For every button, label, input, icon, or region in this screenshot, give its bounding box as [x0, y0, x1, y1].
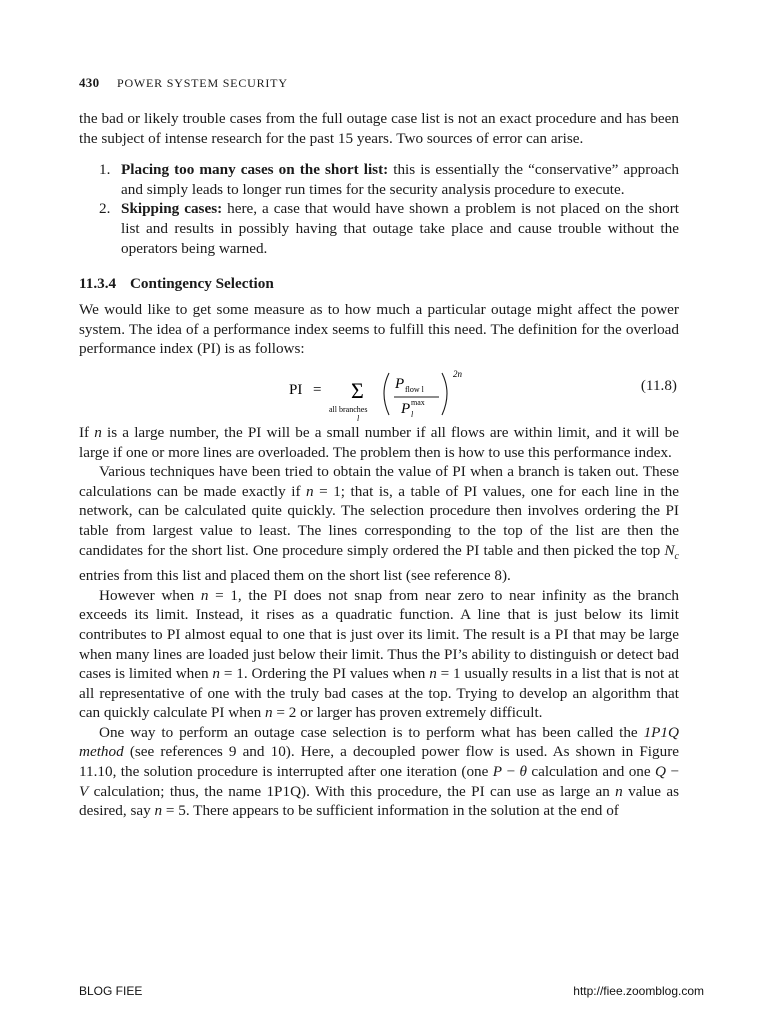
text-run: = 1, the PI does not snap from near zero to near infinity as the branch exceeds its limit. Instead, it rises as a quadratic function. A line that is just below its limit contributes to PI almost equal to one that is just over its limit. The result is a PI that may be large when many lines are loaded just below their limit. Thus the PI’s ability to distinguish or detect bad cases is limited when [79, 586, 680, 683]
sum-index: l [357, 413, 360, 423]
math-variable: θ [519, 763, 527, 781]
list-item-text: here, a case that would have shown a problem is not placed on the short list and results in possibly having that outage take place and cause trouble without the operators being warned. [121, 200, 679, 257]
text-run: = 2 or larger has proven extremely difficult. [272, 704, 543, 722]
text-run: = 1. Ordering the PI values when [220, 665, 430, 683]
list-item-number: 1. [99, 161, 111, 179]
math-variable: N [664, 541, 675, 559]
section-title: Contingency Selection [129, 275, 274, 293]
math-variable: n [212, 665, 221, 683]
numerator-subscript: flow l [405, 384, 424, 394]
paragraph [79, 586, 679, 723]
equation-lhs: PI [289, 381, 303, 398]
performance-index-equation [289, 367, 509, 423]
text-run: entries from this list and placed them on the short list (see reference 8). [79, 567, 511, 585]
page-number: 430 [79, 75, 100, 90]
math-variable: n [94, 423, 102, 441]
section-number: 11.3.4 [79, 275, 117, 293]
text-run: One way to perform an outage case selection is to perform what has been called the [99, 723, 644, 741]
equation-label: (11.8) [640, 376, 677, 394]
running-header [79, 74, 679, 92]
footer-left-text: BLOG FIEE [79, 984, 143, 998]
sum-under-label: all branches [329, 404, 368, 414]
section-heading [79, 274, 679, 294]
math-subscript: c [674, 550, 679, 562]
intro-paragraph: the bad or likely trouble cases from the full outage case list is not an exact procedure and has been the subject of intense research for the past 15 years. Two sources of error can arise. [79, 110, 679, 147]
text-run: However when [99, 586, 201, 604]
text-run: = 5. There appears to be sufficient information in the solution at the end of [162, 802, 619, 820]
math-variable: n [200, 586, 209, 604]
math-variable: n [615, 782, 623, 800]
equation-block [79, 365, 679, 423]
exponent: 2n [453, 368, 462, 379]
page-content [79, 74, 679, 821]
list-item-number: 2. [99, 200, 111, 218]
paragraph [79, 723, 679, 821]
sum-symbol: Σ [351, 377, 364, 403]
section-intro-paragraph: We would like to get some measure as to how much a particular outage might affect the power system. The idea of a performance index seems to fulfill this need. The definition for the overload performance index (PI) is as follows: [79, 301, 679, 358]
text-run: − [502, 763, 520, 781]
paragraph [79, 462, 679, 586]
error-sources-list [79, 160, 679, 258]
right-paren [442, 373, 447, 415]
text-run: If [79, 423, 95, 441]
left-paren [384, 373, 389, 415]
math-variable: V [79, 782, 89, 800]
text-run: Various techniques have been tried to obtain the value of PI when a branch is taken out. These calculations can be made exactly if [79, 463, 679, 500]
text-run: is a large number, the PI will be a small number if all flows are within limit, and it will be large if one or more lines are overloaded. The problem then is how to use this performance index. [79, 423, 680, 461]
footer-url-link[interactable]: http://fiee.zoomblog.com [573, 984, 704, 998]
text-run: calculation; thus, the name 1P1Q). With this procedure, the PI can use as large an [88, 782, 616, 800]
running-title: POWER SYSTEM SECURITY [116, 76, 288, 90]
denominator-superscript: max [411, 397, 425, 407]
list-item [79, 199, 679, 258]
math-variable: P [492, 763, 503, 781]
list-item-title: Skipping cases: [121, 200, 223, 218]
list-item [79, 160, 679, 199]
text-run: − [666, 763, 679, 781]
math-variable: n [264, 704, 273, 722]
math-variable: n [154, 802, 163, 820]
text-run: value as desired, say [79, 782, 679, 820]
equation-equals: = [313, 381, 322, 398]
denominator-subscript: l [411, 409, 414, 419]
text-run: (see references 9 and 10). Here, a decoupled power flow is used. As shown in Figure 11.10, the solution procedure is interrupted after one iteration (one [79, 743, 679, 781]
math-variable: n [429, 665, 437, 683]
list-item-text: this is essentially the “conservative” approach and simply leads to longer run times for the security analysis procedure to execute. [121, 161, 679, 198]
paragraph [79, 423, 679, 462]
list-item-title: Placing too many cases on the short list: [121, 161, 389, 179]
numerator-p: P [395, 375, 405, 392]
text-run: = 1; that is, a table of PI values, one for each line in the network, can be calculated quite quickly. The selection procedure then involves ordering the PI table from largest value to least. The lines corresponding to the top of the list are then the candidates for the short list. One procedure simply ordered the PI table and then picked the top [79, 482, 679, 559]
text-run: calculation and one [526, 763, 656, 781]
method-name: 1P1Q method [79, 723, 679, 761]
math-variable: Q [655, 763, 667, 781]
denominator-p: P [401, 400, 411, 417]
math-variable: n [306, 482, 314, 500]
text-run: = 1 usually results in a list that is not at all representative of one with the truly bad cases at the top. Trying to develop an algorithm that can quickly calculate PI when [79, 665, 679, 722]
